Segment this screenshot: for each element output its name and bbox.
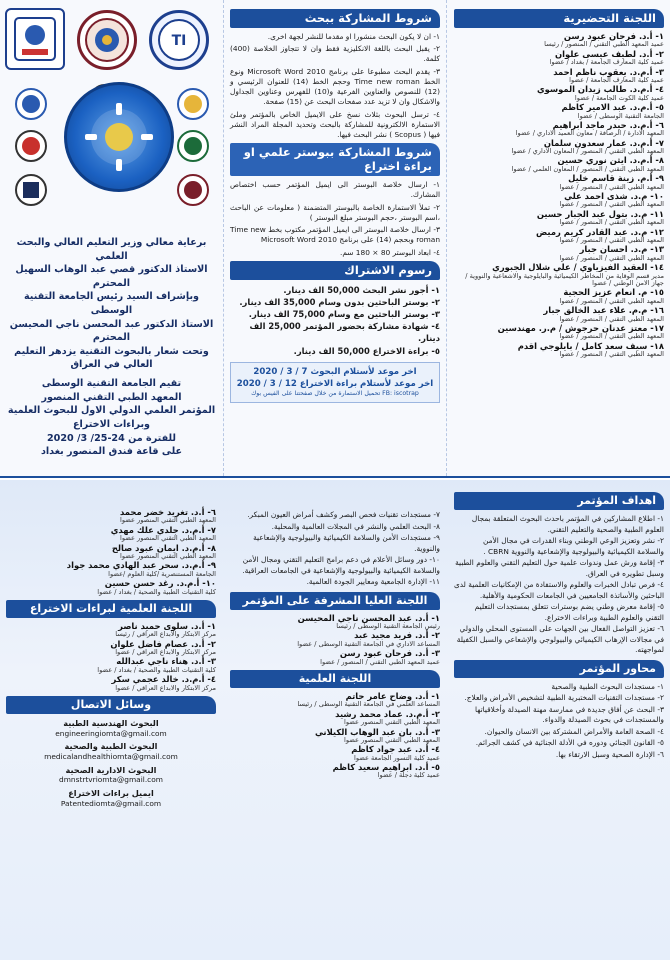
- member-name: ١٠- م.د. شذى احمد علي: [564, 191, 664, 202]
- organizer-line: على قاعة فندق المنصور بغداد: [40, 446, 183, 458]
- fee-item: ٤- شهادة مشاركة بحضور المؤتمر 25,000 الف دينار.: [249, 321, 440, 344]
- committee-member: [454, 103, 664, 120]
- committee-member: [454, 32, 664, 49]
- patronage-line: برعاية معالي وزير التعليم العالي والبحث العلمي: [16, 237, 207, 262]
- member-affiliation: المعهد الطبي التقني / المنصور / عضوا: [559, 314, 664, 323]
- member-name: ٣- أ.د. فرحان عبود رسن: [339, 648, 440, 659]
- fee-item: ٢- بوستر الباحثين بدون وسام 35,000 الف دينار.: [239, 296, 440, 307]
- committee-member: [6, 526, 216, 543]
- member-affiliation: المعهد الطبي التقني / المنصور / عضوا: [559, 296, 664, 305]
- logo-cluster: [6, 6, 217, 232]
- patronage-line: المحترم: [92, 277, 131, 289]
- member-name: ٧- أ.م.د. عمار سعدون سلمان: [543, 137, 664, 148]
- committee-member: [230, 763, 440, 780]
- brochure-back: [0, 480, 670, 960]
- committee-member: [6, 622, 216, 639]
- committee-member: [6, 640, 216, 657]
- committee-member: [454, 139, 664, 156]
- member-affiliation: المعهد الطبي التقني / المنصور / المعاون الاداري / عضوا: [511, 147, 664, 156]
- supreme-committee-title: اللجنة العليا المشرفة على المؤتمر: [230, 592, 440, 610]
- facebook-note: FB: iscotrap تحميل الاستمارة من خلال صفحتنا على الفيس بوك: [251, 389, 419, 397]
- axis-item: ٢- مستجدات التقنيات المختبرية الطبية لتشخيص الأمراض والعلاج.: [464, 693, 664, 703]
- member-affiliation: عميد كلية التسور الجامعة عضوا: [354, 753, 440, 762]
- committee-member: [6, 508, 216, 525]
- committee-member: [230, 631, 440, 648]
- member-affiliation: الجامعة المستنصرية /كلية العلوم /عضوا: [108, 569, 216, 578]
- committee-member: [6, 561, 216, 578]
- axis-item: ٥- القانون الجنائي ودوره في الأدلة الجنائية في كشف الجرائم.: [475, 738, 664, 748]
- patronage-line: الاستاذ الدكتور قصي عبد الوهاب السهيل: [15, 264, 208, 276]
- contact-email-link[interactable]: Patentediomta@gmail.com: [60, 798, 162, 808]
- member-affiliation: الجامعة التقنية الوسطى / عضوا: [577, 111, 664, 120]
- poster-term: ٣- ارسال خلاصة البوستر الى ايميل المؤتمر مكتوب بخط Time new roman وبحجم (14) على برنامج Microsoft Word 2010: [230, 225, 440, 245]
- poster-terms-list: [230, 180, 440, 258]
- patronage-line: المحترم: [92, 332, 131, 344]
- scientific-committee-list: [230, 692, 440, 780]
- national-security-logo: [177, 174, 209, 206]
- poster-terms-title: شروط المشاركة ببوستر علمي او براءة اختراع: [230, 143, 440, 176]
- member-affiliation: المعهد الطبي التقني / المنصور / عضوا: [559, 253, 664, 262]
- member-name: ١- أ.د. فرحان عبود رسن: [563, 31, 664, 41]
- committee-member: [454, 288, 664, 305]
- goal-item: ٦- تعزيز التواصل الفعال بين الجهات على المستوى المحلي والدولي في مجالات الإرهاب الكيميائي والبيولوجي والإشعاعي والسبل الكفيلة لمواجهته.: [456, 624, 664, 655]
- patronage-lines: [6, 236, 217, 372]
- deadline-box: [230, 362, 440, 403]
- supreme-committee-list: [230, 614, 440, 666]
- axis-item: ١- مستجدات البحوث الطبية والصحية: [551, 681, 664, 691]
- brochure-front: [0, 0, 670, 478]
- scientific-committee-title: اللجنة العلمية: [230, 670, 440, 688]
- member-name: ٧- أ.م.د. جلدي علك مهدي: [110, 524, 216, 535]
- member-affiliation: مركز الابتكار والابداع العراقي / رئيسا: [115, 630, 216, 639]
- member-name: ٢- أ.د. فريد مجيد عبد: [354, 630, 440, 641]
- member-affiliation: المساعد الاداري في الجامعة التقنية الوسطى / عضوا: [297, 639, 440, 648]
- committee-member: [454, 85, 664, 102]
- committee-member: [454, 342, 664, 359]
- research-term: ٢- يقبل البحث باللغة الانكليزية فقط وان لا تتجاوز الخلاصة (400) كلمة.: [230, 44, 440, 64]
- member-name: ٢- أ.د. عصام فاضل علوان: [110, 638, 216, 649]
- committee-member: [230, 692, 440, 709]
- committee-member: [454, 306, 664, 323]
- member-affiliation: مركز الابتكار والابداع العراقي / عضوا: [115, 648, 216, 657]
- axis-item: ١١- الإدارة الجامعية ومعايير الجودة العالمية.: [306, 577, 440, 587]
- member-name: ١٦- م.م. علاء عبد الخالق جبار: [543, 305, 664, 316]
- member-name: ٦- أ.د. تغريد خضر محمد: [119, 507, 216, 517]
- member-name: ٩- أ.م.د. سحر عبد الهادي محمد جواد: [66, 560, 216, 571]
- member-affiliation: مدير قسم الوقاية من المخاطر الكيميائية والبايلوجية والاشعاعية والنووية / جهاز الامن الوطني / عضوا: [465, 271, 664, 287]
- member-affiliation: مركز الابتكار والابداع العراقي / عضوا: [115, 683, 216, 692]
- committee-member: [454, 324, 664, 341]
- university-seal-logo: [77, 10, 137, 70]
- committee-member: [230, 649, 440, 666]
- axis-item: ١٠- دور وسائل الأعلام في دعم برامج التعليم التقني ومجال الأمن والسلامة الكيميائية والبيولوجية والإشعاعية في الجامعات العراقية.: [242, 555, 440, 575]
- fee-item: ١- أجور نشر البحث 50,000 الف دينار.: [283, 284, 440, 295]
- axes-continued-list: [230, 510, 440, 588]
- research-terms-title: شروط المشاركة ببحث: [230, 9, 440, 28]
- member-name: ١١- م.د. بتول عبد الجبار حسين: [536, 208, 664, 219]
- member-affiliation: عميد كلية المعارف الجامعة / عضوا: [569, 75, 664, 84]
- goals-axes-column: [448, 480, 670, 960]
- member-name: ١٥- م. انعام عزيز الحجية: [563, 287, 664, 298]
- organizer-line: للفترة من 24-25/ 3/ 2020: [46, 432, 177, 444]
- committee-member: [230, 614, 440, 631]
- committee-member: [230, 710, 440, 727]
- center-logo: [177, 88, 209, 120]
- member-affiliation: كلية التقنيات الطبية والصحية / بغداد / عضوا: [97, 587, 216, 596]
- committee-member: [454, 156, 664, 173]
- contact-label: البحوث الادارية الصحية: [65, 764, 157, 775]
- member-affiliation: المساعد العلمي في الجامعة التقنية الوسطى / رئيسا: [297, 700, 440, 709]
- goals-list: [454, 514, 664, 656]
- committee-member: [454, 210, 664, 227]
- committee-member: [454, 174, 664, 191]
- member-name: ٢- أ.د. لطيف عيسى علوان: [554, 48, 664, 59]
- axis-item: ٨- البحث العلمي والنشر في المجلات العالمية والمحلية.: [271, 521, 440, 531]
- member-affiliation: المعهد الطبي التقني / المنصور / عضوا: [559, 218, 664, 227]
- member-affiliation: عميد كلية الكوت الجامعة / عضوا: [574, 93, 664, 102]
- member-name: ٨- أ.م.د. ايمان عبود صالح: [111, 542, 216, 553]
- member-affiliation: المعهد الطبي التقني / المنصور / عضوا: [559, 182, 664, 191]
- committee-member: [454, 245, 664, 262]
- axis-item: ٦- الإدارة الصحية وسبل الارتقاء بها.: [555, 749, 664, 759]
- committee-member: [230, 745, 440, 762]
- patronage-line: الاستاذ الدكتور عبد المحسن ناجي المحيسن: [9, 318, 214, 330]
- patents-committee-title: اللجنة العلمية لبراءات الاختراع: [6, 600, 216, 618]
- ministry-logo: [15, 88, 47, 120]
- axis-item: ٧- مستجدات تقنيات فحص البصر وكشف أمراض العيون المبكر.: [247, 510, 440, 519]
- committee-member: [454, 121, 664, 138]
- member-affiliation: المعهد الطبي التقني / المنصور / عضوا: [559, 350, 664, 359]
- committee-member: [454, 228, 664, 245]
- research-term: ٤- ترسل البحوث بثلاث نسخ على الايميل الخاص بالمؤتمر وملئ الاستمارة الالكترونية للمشاركة بالبحث وتحديد المجلة المراد النشر فيها ( Scopus ) نشر البحث فيها.: [230, 109, 440, 139]
- committee-member: [6, 657, 216, 674]
- contact-email-link[interactable]: dmnstrtvriomta@gmail.com: [59, 775, 163, 785]
- organizer-line: تقيم الجامعة التقنية الوسطى: [41, 378, 182, 390]
- goal-item: ٤- فرص تبادل الخبرات والعلوم والاستفادة من الإمكانيات العلمية لدى الباحثين والأساتذة الجامعيين في الجامعات الحكومية والأهلية.: [454, 580, 664, 600]
- member-affiliation: عميد المعهد الطبي التقني / المنصور / رئيسا: [544, 40, 664, 49]
- member-name: ٢- أ.م.د. عماد محمد رشيد: [335, 708, 440, 719]
- contact-label: البحوث الهندسية الطبية: [63, 718, 159, 729]
- member-affiliation: المعهد الطبي التقني المنصور عضوا: [344, 718, 440, 727]
- organizer-line: المعهد الطبي التقني المنصور: [41, 391, 182, 403]
- scientific-committee-continued: [6, 508, 216, 596]
- fee-item: ٣- بوستر الباحثين مع وسام 75,000 الف دينار.: [248, 309, 440, 320]
- member-name: ١- أ.د. سلوى حميد ناصر: [118, 620, 216, 631]
- member-name: ٤- أ.م.د. خالد عجمي سكر: [111, 674, 216, 685]
- member-name: ٣- أ.م.د. يعقوب ناظم احمد: [553, 66, 664, 77]
- contact-email-link[interactable]: medicalandhealthiomta@gmail.com: [44, 751, 178, 761]
- preparatory-committee-title: اللجنة التحضيرية: [454, 9, 664, 28]
- member-name: ١- أ.د. وضاح عامر حاتم: [345, 690, 440, 701]
- committee-member: [454, 263, 664, 287]
- goal-item: ٥- إقامة معرض وطني يضم بوسترات تتعلق بمستجدات التعليم التقني والعلوم الطبية وبراءات الاختراع.: [474, 602, 664, 622]
- member-affiliation: المعهد الطبي التقني المنصور عضوا: [120, 551, 216, 560]
- axis-item: ٩- مستجدات الأمن والسلامة الكيميائية والبيولوجية والإشعاعية والنووية.: [253, 533, 440, 553]
- preparatory-committee: [448, 0, 670, 476]
- research-term: ٣- يقدم البحث مطبوعا على برنامج Microsoft Word 2010 ونوع الخط Time new roman وحجم الخط (14) للعنوان الرئيسي و (12) للنصوص والعناوين الفرعية و(10) للفهرس وعناوين الجداول والاشكال وان لا تزيد عدد صفحات البحث عن (15) صفحة.: [230, 66, 441, 107]
- member-affiliation: المعهد الطبي التقني / المنصور / المعاون العلمي / عضوا: [511, 164, 664, 173]
- member-affiliation: المعهد الطبي التقني / المنصور / عضوا: [559, 332, 664, 341]
- member-name: ١٠- أ.م.د. رغد حسن حسين: [104, 578, 216, 589]
- participation-terms: [223, 0, 447, 476]
- member-name: ١٨- سيف سعد كامل / بايلوجي اقدم: [517, 340, 664, 351]
- member-affiliation: عميد كلية دجلة / عضوا: [377, 771, 440, 780]
- member-affiliation: المعهد الادارة / الرصافة / معاون العميد الاداري / عضوا: [515, 129, 664, 138]
- patronage-text: [6, 236, 217, 459]
- patents-committee-list: [6, 622, 216, 692]
- conference-emblem: [64, 82, 174, 192]
- patronage-line: وتحت شعار بالبحوث التقنية يزدهر التعليم العالي في العراق: [14, 345, 209, 371]
- member-name: ١- أ.د. عبد المحسن ناجي المحيسن: [297, 612, 440, 623]
- iaps-logo: [149, 10, 209, 70]
- committee-member: [454, 68, 664, 85]
- member-affiliation: المعهد الطبي التقني المنصور عضوا: [120, 534, 216, 543]
- preparatory-member-list: [454, 32, 664, 358]
- member-name: ٩- أ.م. زينة قاسم خليل: [568, 173, 664, 184]
- member-name: ٣- أ.د. هناء ناجي عبدالله: [116, 656, 216, 667]
- member-name: ٦- أ.م.د. حيدر ماجد ابراهيم: [552, 119, 664, 130]
- member-affiliation: عميد كلية المعارف الجامعة / بغداد / عضوا: [549, 58, 664, 67]
- poster-term: ٢- تملأ الاستمارة الخاصة بالبوستر المتضمنة ( معلومات عن الباحث ،اسم البوستر ،حجم البوستر مبلغ البوستر ): [230, 202, 440, 222]
- member-affiliation: المعهد الطبي التقني المنصور عضوا: [344, 735, 440, 744]
- organizer-lines: [6, 377, 217, 459]
- member-affiliation: عميد المعهد الطبي التقني / المنصور / عضوا: [320, 657, 440, 666]
- intro-panel: [0, 0, 223, 476]
- member-affiliation: المعهد الطبي التقني / المنصور / عضوا: [559, 200, 664, 209]
- member-affiliation: المعهد الطبي التقني المنصور عضوا: [120, 516, 216, 525]
- contact-title: وسائل الاتصال: [6, 696, 216, 714]
- fees-title: رسوم الاشتراك: [230, 261, 440, 280]
- organizer-line: المؤتمر العلمي الدولي الاول للبحوث العلمية وبراءات الاختراع: [7, 405, 216, 430]
- axes-list: [454, 682, 664, 761]
- committee-member: [6, 675, 216, 692]
- poster-term: ٤- ابعاد البوستر 80 × 180 سم.: [339, 247, 440, 257]
- technical-university-logo: [5, 8, 65, 70]
- member-name: ١٤- العقيد الفيزياوي / علي شلال الجبوري: [492, 262, 664, 273]
- patents-contact-column: [0, 480, 222, 960]
- committees-column: [224, 480, 446, 960]
- deadline-research: اخر موعد لأستلام البحوث 7 / 3 / 2020: [253, 366, 417, 377]
- research-terms-list: [230, 32, 440, 140]
- deadline-patent: اخر موعد لأستلام براءة الاختراع 12 / 3 / 2020: [236, 378, 434, 389]
- member-affiliation: رئيس الجامعة التقنية الوسطى / رئيسا: [336, 622, 440, 631]
- axis-item: ٣- البحث عن أفاق جديدة في ممارسة مهنة الصيدلة وأخلاقياتها والمستجدات في بحوث الصيدلة والدواء.: [474, 704, 664, 725]
- committee-member: [6, 544, 216, 561]
- committee-member: [6, 579, 216, 596]
- institute-logo: [15, 130, 47, 162]
- academy-logo: [177, 130, 209, 162]
- contact-email-link[interactable]: engineeringiomta@gmail.com: [55, 728, 167, 738]
- member-affiliation: المعهد الطبي التقني / المنصور / عضوا: [559, 236, 664, 244]
- contact-label: البحوث الطبية والصحية: [64, 741, 158, 752]
- member-name: ١٧- معتز عدنان حرجوش / م.ر. مهندسين: [497, 322, 664, 333]
- goal-item: ٢- نشر وتعزيز الوعي الوطني وبناء القدرات في مجال الأمن والسلامة الكيميائية والبيولوجية والإشعاعية والنووية CBRN .: [483, 536, 664, 556]
- member-name: ٥- أ.د. ابراهيم سعيد كاظم: [332, 762, 440, 773]
- goal-item: ٣- إقامة ورش عمل وندوات علمية حول التعليم التقني والعلوم الطبية وسبل تطويره في العراق.: [455, 558, 664, 578]
- axes-title: محاور المؤتمر: [454, 660, 664, 678]
- research-term: ١- ان لا يكون البحث منشورا او مقدما للنشر لجهة اخرى.: [267, 32, 440, 41]
- member-affiliation: كلية التقنيات الطبية والصحية / بغداد / عضوا: [97, 665, 216, 674]
- member-name: ٨- أ.م.د. ايثن نوري حسين: [557, 155, 664, 166]
- patronage-line: وبإشراف السيد رئيس الجامعة التقنية الوسطى: [23, 291, 200, 317]
- goal-item: ١- اطلاع المشاركين في المؤتمر باحدث البحوث المتعلقة بمجال العلوم الطبية والصحية والتعليم التقني.: [471, 514, 664, 534]
- member-name: ٥- أ.م.د. عبد الامير كاظم: [561, 102, 664, 113]
- contact-list: [6, 718, 216, 808]
- member-name: ٣- أ.د. بان عبد الوهاب الكيلاني: [314, 726, 440, 737]
- member-name: ٤- أ.د. عبد جواد كاظم: [351, 744, 440, 755]
- committee-member: [454, 50, 664, 67]
- poster-term: ١- ارسال خلاصة البوستر الى ايميل المؤتمر حسب اختصاص المشارك.: [230, 180, 440, 200]
- member-name: ١٣- م.د. احسان جبار: [579, 244, 664, 255]
- committee-member: [454, 192, 664, 209]
- goals-title: اهداف المؤتمر: [454, 492, 664, 510]
- college-logo: [15, 174, 47, 206]
- member-name: ٤- أ.م.د. طالب زيدان الموسوي: [536, 84, 664, 95]
- contact-label: ايميل براءات الاختراع: [68, 787, 154, 798]
- committee-member: [230, 728, 440, 745]
- member-name: ١٢- م.د. عبد القادر كريم رميض: [535, 226, 664, 237]
- axis-item: ٤- الصحة العامة والأمراض المشتركة بين الانسان والحيوان.: [484, 726, 664, 736]
- svg-text:TI: TI: [171, 33, 187, 49]
- fee-item: ٥- براءة الاختراع 50,000 الف دينار.: [293, 345, 440, 356]
- fees-list: [230, 284, 440, 357]
